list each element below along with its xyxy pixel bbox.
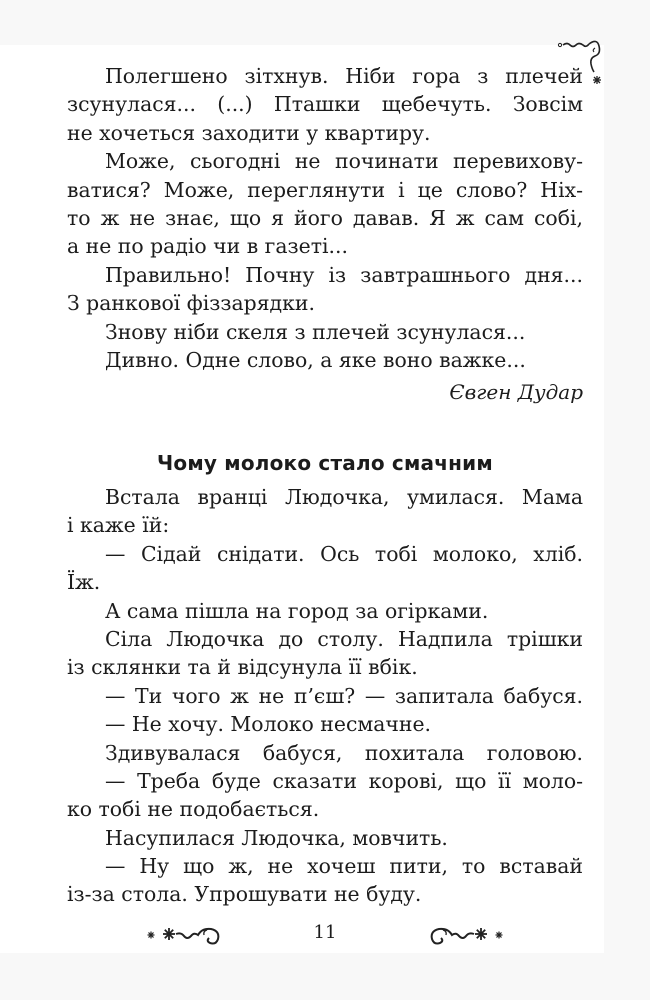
paragraph-line: — Ти чого ж не п’єш? — запитала бабуся.: [105, 683, 583, 708]
page-number: 11: [313, 922, 337, 943]
paragraph-line: — Сідай снідати. Ось тобі молоко, хліб.: [105, 541, 583, 566]
story-title: Чому молоко стало смачним: [157, 451, 493, 475]
paragraph-line: Може, сьогодні не починати перевихову-: [105, 149, 583, 174]
paragraph-line: ко тобі не подобається.: [67, 797, 320, 822]
paragraph-line: Встала вранці Людочка, умилася. Мама: [105, 485, 583, 509]
paragraph-line: ватися? Може, переглянути і це слово? Ніх-: [67, 177, 583, 202]
paragraph-line: З ранкової фіззарядки.: [67, 291, 315, 316]
paragraph-line: із-за стола. Упрошувати не буду.: [67, 882, 422, 907]
paragraph-line: не хочеться заходити у квартиру.: [67, 120, 431, 145]
story2-text: [67, 483, 583, 909]
story1-text: [67, 62, 583, 407]
page-footer: [0, 922, 650, 952]
paragraph-line: а не по радіо чи в газеті...: [67, 234, 348, 259]
paragraph-line: то ж не знає, що я його давав. Я ж сам собі,: [67, 205, 583, 230]
paragraph-line: Здивувалася бабуся, похитала головою.: [105, 740, 583, 765]
paragraph-line: зсунулася... (...) Пташки щебечуть. Зовсім: [67, 92, 583, 117]
paragraph-line: — Треба буде сказати корові, що її моло-: [105, 768, 583, 793]
paragraph-line: Їж.: [67, 570, 101, 595]
paragraph-line: Насупилася Людочка, мовчить.: [105, 825, 448, 850]
paragraph-line: Дивно. Одне слово, а яке воно важке...: [105, 347, 526, 372]
author-signature: Євген Дудар: [449, 380, 583, 405]
paragraph-line: і каже їй:: [67, 513, 170, 538]
paragraph-line: — Не хочу. Молоко несмачне.: [105, 712, 432, 737]
paragraph-line: Правильно! Почну із завтрашнього дня...: [105, 262, 583, 287]
paragraph-line: Знову ніби скеля з плечей зсунулася...: [105, 319, 526, 344]
paragraph-line: Полегшено зітхнув. Ніби гора з плечей: [105, 64, 583, 88]
floral-flourish-right-icon: [410, 924, 505, 946]
paragraph-line: А сама пішла на город за огірками.: [105, 598, 489, 623]
paragraph-line: із склянки та й відсунула її вбік.: [67, 655, 418, 680]
paragraph-line: Сіла Людочка до столу. Надпила трішки: [105, 626, 583, 651]
paragraph-line: — Ну що ж, не хочеш пити, то вставай: [105, 854, 583, 879]
floral-flourish-left-icon: [145, 924, 240, 946]
